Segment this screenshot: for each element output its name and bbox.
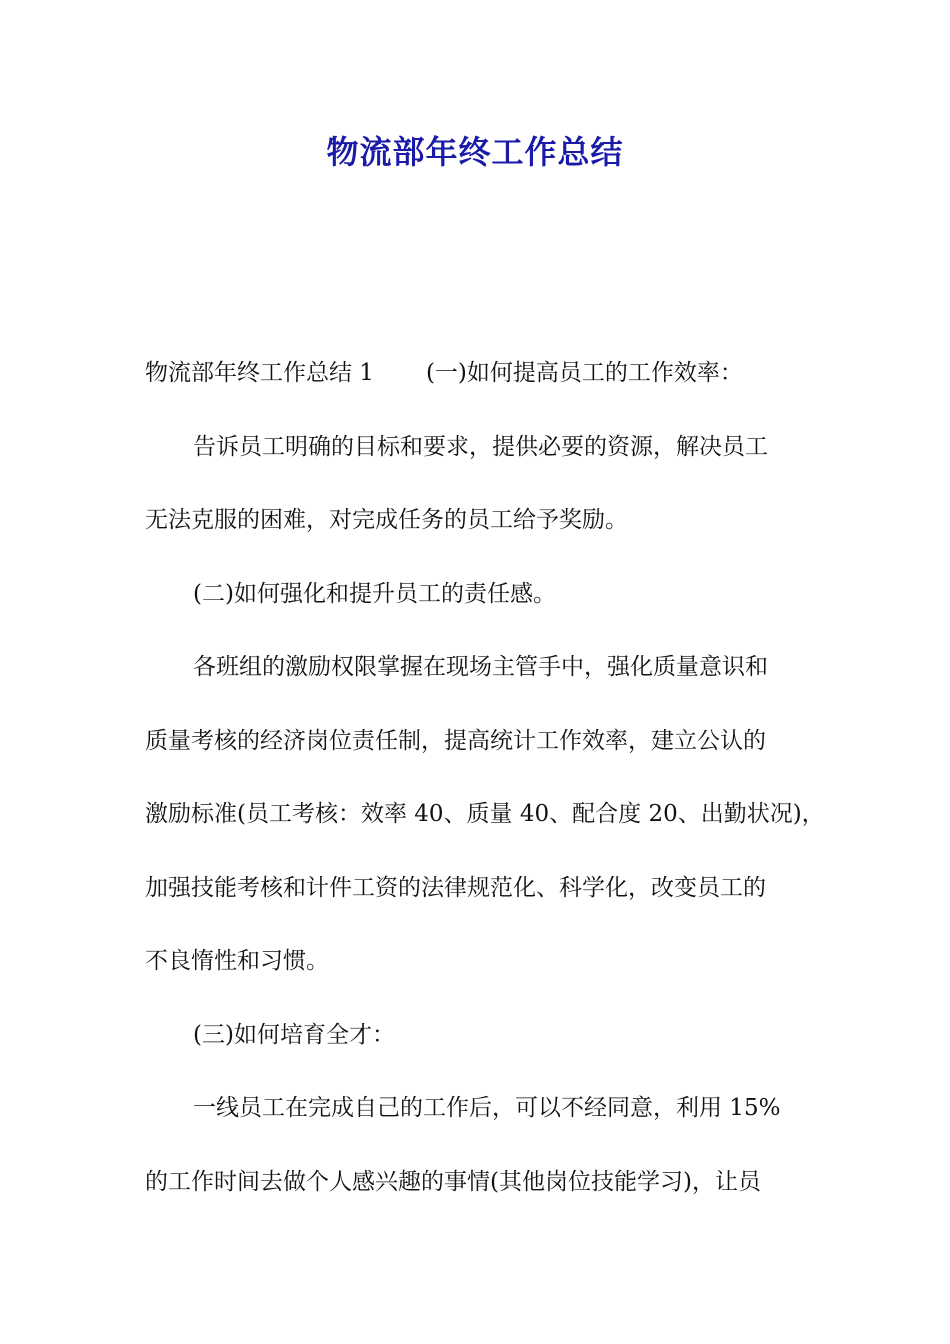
subheading-two: (二)如何强化和提升员工的责任感。 (193, 580, 556, 607)
subheading-three: (三)如何培育全才： (193, 1021, 395, 1048)
paragraph-line-1 (145, 337, 825, 411)
document-body (145, 337, 825, 1219)
paragraph-line-11: 一线员工在完成自己的工作后，可以不经同意，利用 15% (193, 1095, 781, 1121)
subheading-one: (一)如何提高员工的工作效率： (425, 360, 743, 386)
paragraph-line-7: 激励标准(员工考核：效率 40、质量 40、配合度 20、出勤状况)， (145, 801, 825, 827)
paragraph-line-6: 质量考核的经济岗位责任制，提高统计工作效率，建立公认的 (145, 727, 766, 754)
paragraph-line-3: 无法克服的困难，对完成任务的员工给予奖励。 (145, 507, 628, 533)
paragraph-line-2: 告诉员工明确的目标和要求，提供必要的资源，解决员工 (193, 433, 768, 460)
document-title: 物流部年终工作总结 (326, 133, 624, 171)
paragraph-line-5: 各班组的激励权限掌握在现场主管手中，强化质量意识和 (193, 654, 768, 680)
paragraph-line-12: 的工作时间去做个人感兴趣的事情(其他岗位技能学习)，让员 (145, 1168, 761, 1195)
paragraph-line-8: 加强技能考核和计件工资的法律规范化、科学化，改变员工的 (145, 874, 766, 901)
section-heading: 物流部年终工作总结 1 (145, 360, 374, 386)
paragraph-line-9: 不良惰性和习惯。 (145, 948, 329, 974)
